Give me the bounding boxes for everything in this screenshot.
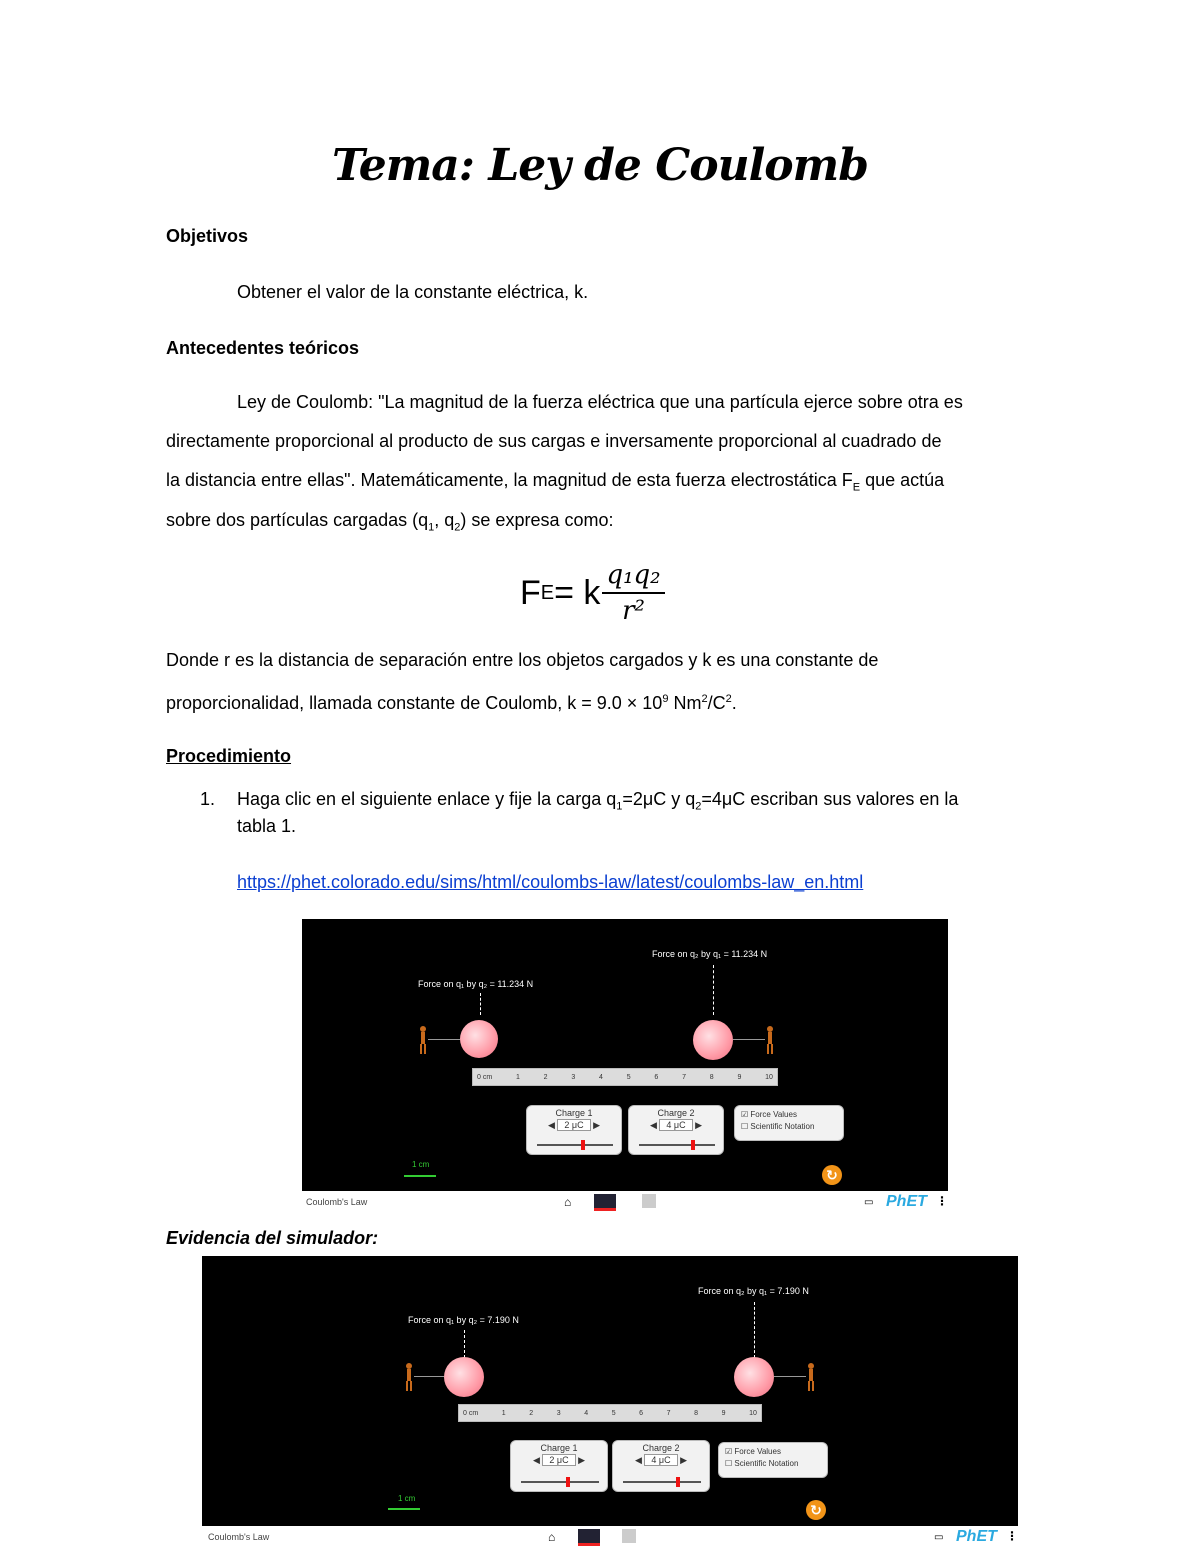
charge-1-slider[interactable] (537, 1144, 613, 1146)
charge-1-panel: Charge 1 ◀ 2 μC ▶ (526, 1105, 622, 1155)
charge-1-ball[interactable] (460, 1020, 498, 1058)
charge-1-value: 2 μC (557, 1119, 590, 1131)
force-label-left: Force on q₁ by q₂ = 11.234 N (418, 979, 534, 989)
force-label-right: Force on q₂ by q₁ = 11.234 N (652, 949, 768, 959)
charge-1-slider-thumb[interactable] (566, 1477, 570, 1487)
increment-button[interactable]: ▶ (590, 1120, 601, 1130)
definition-line2: proporcionalidad, llamada constante de Coulomb, $k = 9.0 \times 10^9$ $Nm^2/C^2$. (166, 693, 737, 713)
charge-1-slider-thumb[interactable] (581, 1140, 585, 1150)
decrement-button[interactable]: ◀ (547, 1120, 558, 1130)
puller-right-icon (806, 1362, 816, 1392)
reset-icon[interactable]: ↻ (806, 1500, 826, 1520)
decrement-button[interactable]: ◀ (532, 1455, 543, 1465)
force-line-left (480, 993, 481, 1015)
background-heading: Antecedentes teóricos (166, 338, 360, 358)
display-options-panel (718, 1442, 828, 1478)
keyboard-icon[interactable]: ▭ (934, 1532, 944, 1543)
macro-scale-screen-icon[interactable] (594, 1194, 616, 1211)
charge-2-slider[interactable] (639, 1144, 715, 1146)
force-values-checkbox[interactable]: ☑ Force Values (741, 1110, 797, 1119)
reset-icon[interactable]: ↻ (822, 1165, 842, 1185)
charge-2-panel: Charge 2 ◀ 4 μC ▶ (628, 1105, 724, 1155)
puller-left-icon (418, 1025, 428, 1055)
simulator-navbar-2 (202, 1526, 1018, 1550)
charge-2-value: 4 μC (644, 1454, 677, 1466)
keyboard-icon[interactable]: ▭ (864, 1197, 874, 1208)
rope-left (414, 1376, 444, 1377)
scientific-notation-checkbox[interactable]: ☐ Scientific Notation (741, 1122, 815, 1131)
ruler[interactable]: 0 cm 1 2 3 4 5 6 7 8 9 10 (472, 1068, 778, 1086)
rope-left (428, 1039, 460, 1040)
force-label-right: Force on q₂ by q₁ = 7.190 N (698, 1286, 809, 1296)
phet-logo[interactable]: PhET (956, 1528, 997, 1545)
increment-button[interactable]: ▶ (575, 1455, 586, 1465)
force-label-left: Force on q₁ by q₂ = 7.190 N (408, 1315, 519, 1325)
scale-bar (388, 1508, 420, 1510)
procedure-number: 1. (200, 789, 216, 809)
objectives-heading: Objetivos (166, 226, 249, 246)
atomic-scale-screen-icon[interactable] (642, 1194, 656, 1208)
charge-1-value: 2 μC (542, 1454, 575, 1466)
ruler[interactable]: 0 cm 1 2 3 4 5 6 7 8 9 10 (458, 1404, 762, 1422)
charge-2-slider-thumb[interactable] (676, 1477, 680, 1487)
formula-fraction: $\frac{\text{q₁q₂}}{\text{r²}}$ (602, 560, 664, 626)
background-line2: directamente proporcional al producto de sus cargas e inversamente proporcional al cuadrado de (166, 431, 942, 451)
increment-button[interactable]: ▶ (677, 1455, 688, 1465)
procedure-heading: Procedimiento (166, 746, 292, 766)
simulator-screenshot-1 (302, 919, 948, 1191)
simulator-navbar-1 (302, 1191, 948, 1215)
force-values-checkbox[interactable]: ☑ Force Values (725, 1447, 781, 1456)
display-options-panel (734, 1105, 844, 1141)
coulomb-formula: F E = k $\frac{\text{q₁q₂}}{\text{r²}}$ (520, 560, 665, 626)
background-line4: sobre dos partículas cargadas ($q_1$, $q_2$) se expresa como: (166, 510, 614, 534)
definition-line1: Donde r es la distancia de separación entre los objetos cargados y k es una constante de (166, 650, 879, 670)
scientific-notation-checkbox[interactable]: ☐ Scientific Notation (725, 1459, 799, 1468)
evidence-heading: Evidencia del simulador: (166, 1228, 379, 1248)
charge-2-panel: Charge 2 ◀ 4 μC ▶ (612, 1440, 710, 1492)
background-line1: Ley de Coulomb: "La magnitud de la fuerza eléctrica que una partícula ejerce sobre otra es (237, 392, 963, 412)
puller-right-icon (765, 1025, 775, 1055)
menu-icon[interactable]: ⋮ (1006, 1529, 1018, 1543)
scale-label: 1 cm (398, 1494, 416, 1503)
sim-title: Coulomb's Law (306, 1197, 368, 1207)
charge-2-slider-thumb[interactable] (691, 1140, 695, 1150)
objectives-text: Obtener el valor de la constante eléctrica, k. (237, 282, 589, 302)
menu-icon[interactable]: ⋮ (936, 1194, 948, 1208)
procedure-text1: Haga clic en el siguiente enlace y fije la carga $q_1=2\mu C$ y $q_2=4\mu C$ escriban sus valores en la (237, 789, 959, 813)
charge-2-value: 4 μC (659, 1119, 692, 1131)
force-line-right (754, 1302, 755, 1358)
charge-2-ball[interactable] (734, 1357, 774, 1397)
charge-1-ball[interactable] (444, 1357, 484, 1397)
charge-2-slider[interactable] (623, 1481, 701, 1483)
decrement-button[interactable]: ◀ (649, 1120, 660, 1130)
scale-label: 1 cm (412, 1160, 430, 1169)
background-line3: la distancia entre ellas". Matemáticamente, la magnitud de esta fuerza electrostática $F_E$ que actúa (166, 470, 945, 494)
force-line-left (464, 1330, 465, 1358)
page-title: Tema: Ley de Coulomb (332, 140, 868, 191)
decrement-button[interactable]: ◀ (634, 1455, 645, 1465)
rope-right (733, 1039, 765, 1040)
rope-right (774, 1376, 806, 1377)
simulator-link[interactable]: https://phet.colorado.edu/sims/html/coulombs-law/latest/coulombs-law_en.html (237, 872, 864, 892)
sim-title: Coulomb's Law (208, 1532, 270, 1542)
increment-button[interactable]: ▶ (692, 1120, 703, 1130)
force-line-right (713, 965, 714, 1015)
home-icon[interactable]: ⌂ (564, 1195, 572, 1209)
charge-2-ball[interactable] (693, 1020, 733, 1060)
procedure-text2: tabla 1. (237, 816, 297, 836)
macro-scale-screen-icon[interactable] (578, 1529, 600, 1546)
simulator-screenshot-2 (202, 1256, 1018, 1526)
puller-left-icon (404, 1362, 414, 1392)
charge-1-slider[interactable] (521, 1481, 599, 1483)
charge-1-panel: Charge 1 ◀ 2 μC ▶ (510, 1440, 608, 1492)
home-icon[interactable]: ⌂ (548, 1530, 556, 1544)
atomic-scale-screen-icon[interactable] (622, 1529, 636, 1543)
scale-bar (404, 1175, 436, 1177)
phet-logo[interactable]: PhET (886, 1193, 927, 1210)
